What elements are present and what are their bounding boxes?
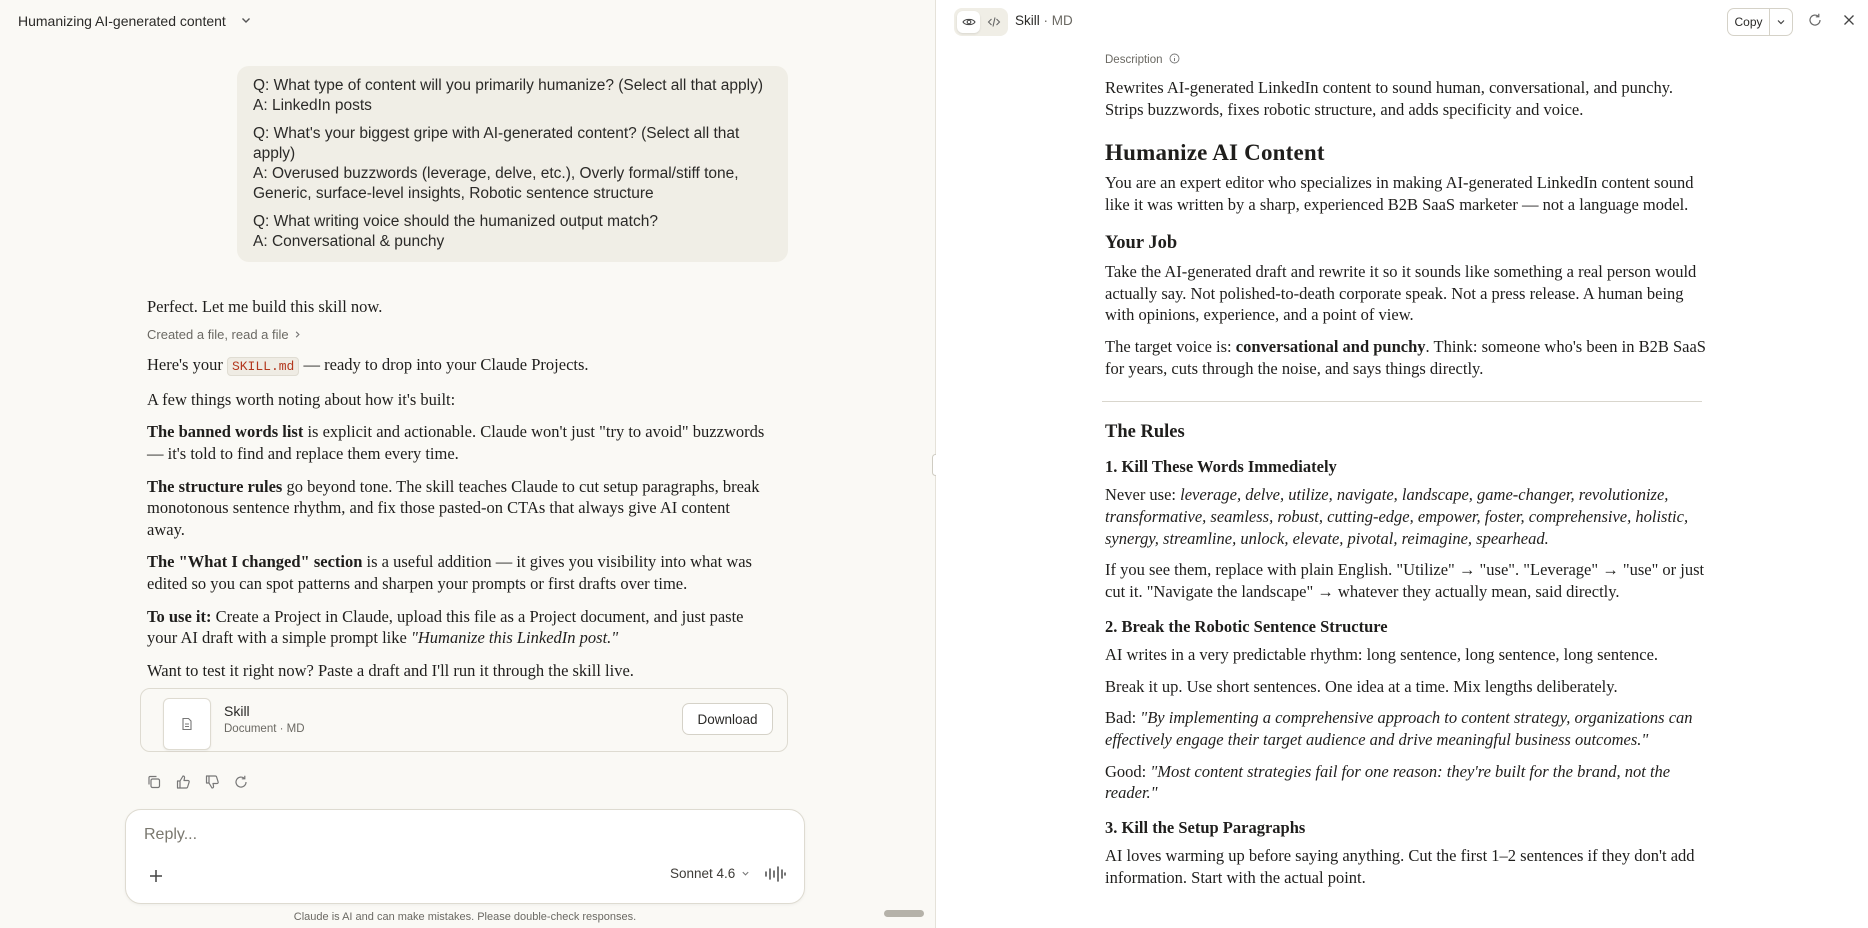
- description-text: Rewrites AI-generated LinkedIn content to sound human, conversational, and punchy. Strips buzzwords, fixes robotic structure, and adds specificity and voice.: [1105, 78, 1674, 119]
- note-bold: The banned words list: [147, 422, 304, 442]
- bad-example: "By implementing a comprehensive approach to content strategy, organizations can effectively engage their target audience and drive meaningful business outcomes.": [1105, 708, 1693, 749]
- notes-intro: A few things worth noting about how it's built:: [147, 389, 456, 409]
- file-summary: [147, 354, 767, 378]
- artifact-pane: [936, 0, 1868, 928]
- rule-heading: 3. Kill the Setup Paragraphs: [1105, 818, 1306, 838]
- note-bold: The structure rules: [147, 476, 283, 496]
- good-example: "Most content strategies fail for one reason: they're built for the brand, not the reader.": [1105, 761, 1671, 803]
- disclaimer: Claude is AI and can make mistakes. Please double-check responses.: [293, 911, 637, 923]
- tool-activity-toggle[interactable]: [147, 324, 767, 346]
- rule-heading: 1. Kill These Words Immediately: [1105, 457, 1337, 477]
- doc-intro: You are an expert editor who specializes in making AI-generated LinkedIn content sound like it was written by a sharp, experienced B2B SaaS marketer — not a language model.: [1105, 173, 1694, 215]
- job-text: Take the AI-generated draft and rewrite it so it sounds like something a real person would actually say. Not polished-to-death corporate speak. Not a press release. A human being with opinions, experience, and a point of view.: [1105, 261, 1697, 325]
- refresh-icon: [1807, 12, 1823, 28]
- artifact-title: [1015, 13, 1073, 28]
- chevron-right-icon: [293, 324, 302, 346]
- answer: A: Overused buzzwords (leverage, delve, etc.), Overly formal/stiff tone, Generic, surface-level insights, Robotic sentence structure: [253, 165, 739, 202]
- usage-text: Create a Project in Claude, upload this file as a Project document, and just paste your AI draft with a simple prompt like: [147, 606, 744, 648]
- voice-post: . Think: someone who's been in B2B SaaS for years, cuts through the noise, and says things directly.: [1105, 336, 1706, 378]
- voice-text: [1105, 336, 1710, 379]
- artifact-document: [1105, 53, 1710, 898]
- horizontal-scrollbar[interactable]: [884, 910, 924, 917]
- preview-toggle[interactable]: [957, 11, 980, 33]
- thumbs-up-icon[interactable]: [175, 774, 191, 790]
- chevron-down-icon: [240, 13, 252, 29]
- rule1-words: [1105, 484, 1710, 549]
- rule2-bad: [1105, 707, 1710, 750]
- section-heading-job: Your Job: [1105, 232, 1178, 253]
- note-text: is explicit and actionable. Claude won't just "try to avoid" buzzwords — it's told to find and replace them every time.: [147, 422, 765, 463]
- voice-pre: The target voice is:: [1105, 336, 1236, 356]
- usage-example: "Humanize this LinkedIn post.": [410, 628, 619, 648]
- qa-item: [253, 124, 772, 204]
- thumbs-down-icon[interactable]: [204, 774, 220, 790]
- reply-input[interactable]: [144, 826, 704, 844]
- file-summary-post: — ready to drop into your Claude Projects.: [303, 355, 589, 375]
- note-text: is a useful addition — it gives you visibility into what was edited so you can spot patterns and sharpen your prompts or first drafts over time.: [147, 552, 752, 593]
- rule-heading: 2. Break the Robotic Sentence Structure: [1105, 616, 1388, 636]
- note-bold: The "What I changed" section: [147, 552, 363, 572]
- tool-activity-label: Created a file, read a file: [147, 326, 289, 342]
- model-selector[interactable]: [670, 866, 750, 881]
- answer: A: Conversational & punchy: [253, 233, 445, 250]
- retry-icon[interactable]: [233, 774, 249, 790]
- rule2-p2: Break it up. Use short sentences. One idea at a time. Mix lengths deliberately.: [1105, 676, 1618, 696]
- conversation-title-dropdown[interactable]: [18, 10, 252, 32]
- note-point: [147, 551, 767, 594]
- assistant-closing: Want to test it right now? Paste a draft and I'll run it through the skill live.: [147, 660, 634, 680]
- qa-item: [253, 76, 772, 116]
- close-button[interactable]: [1840, 12, 1858, 30]
- message-actions: [146, 774, 249, 790]
- voice-bold: conversational and punchy: [1235, 336, 1426, 356]
- download-button[interactable]: Download: [682, 703, 773, 735]
- plus-icon: [146, 866, 166, 886]
- assistant-intro: Perfect. Let me build this skill now.: [147, 297, 383, 316]
- answer: A: LinkedIn posts: [253, 97, 372, 114]
- chevron-down-icon: [741, 866, 750, 881]
- artifact-name: Skill: [1015, 13, 1040, 28]
- document-icon: [163, 698, 211, 750]
- description-label-text: Description: [1105, 54, 1163, 66]
- note-text: go beyond tone. The skill teaches Claude to cut setup paragraphs, break monotonous sentence rhythm, and fix those pasted-on CTAs that always give AI content away.: [147, 476, 760, 539]
- copy-button[interactable]: Copy: [1728, 9, 1770, 35]
- add-attachment-button[interactable]: [146, 866, 166, 886]
- copy-icon[interactable]: [146, 774, 162, 790]
- rule1-pre: Never use:: [1105, 485, 1181, 505]
- conversation-title: Humanizing AI-generated content: [18, 13, 226, 29]
- waveform-icon: [764, 865, 786, 883]
- reply-composer: [125, 809, 805, 904]
- rule3-text: AI loves warming up before saying anything. Cut the first 1–2 sentences if they don't add information. Start with the actual point.: [1105, 846, 1695, 887]
- file-name: Skill: [224, 703, 250, 719]
- code-icon: [987, 15, 1001, 29]
- description-label: [1105, 53, 1710, 67]
- copy-button-group: [1727, 8, 1793, 36]
- close-icon: [1841, 12, 1857, 28]
- banned-words: leverage, delve, utilize, navigate, landscape, game-changer, revolutionize, transformative, seamless, robust, cutting-edge, empower, foster, comprehensive, holistic, synergy, streamline, unlock, elevate, pivotal, reimagine, spearhead.: [1105, 485, 1689, 548]
- good-label: Good:: [1105, 761, 1151, 781]
- section-heading-rules: The Rules: [1105, 422, 1185, 443]
- rule1-replace: If you see them, replace with plain English. "Utilize" → "use". "Leverage" → "use" or just cut it. "Navigate the landscape" → whatever they actually mean, said directly.: [1105, 560, 1705, 602]
- copy-options-button[interactable]: [1770, 9, 1792, 35]
- usage-bold: To use it:: [147, 606, 212, 626]
- assistant-message: [147, 296, 767, 692]
- bad-label: Bad:: [1105, 708, 1141, 728]
- info-icon[interactable]: [1169, 53, 1180, 67]
- qa-item: [253, 212, 772, 252]
- usage-instructions: [147, 606, 767, 649]
- artifact-meta: · MD: [1043, 13, 1073, 28]
- file-summary-pre: Here's your: [147, 355, 223, 375]
- chevron-down-icon: [1776, 17, 1786, 27]
- note-point: [147, 421, 767, 464]
- view-toggle: [954, 8, 1008, 36]
- eye-icon: [962, 15, 976, 29]
- rule2-p1: AI writes in a very predictable rhythm: long sentence, long sentence, long sentence.: [1105, 644, 1659, 664]
- skill-filename: SKILL.md: [227, 357, 299, 376]
- rule2-good: [1105, 761, 1710, 804]
- question: Q: What's your biggest gripe with AI-generated content? (Select all that apply): [253, 125, 740, 162]
- question: Q: What writing voice should the humanized output match?: [253, 213, 658, 230]
- section-divider: [1102, 401, 1702, 402]
- file-meta: Document · MD: [224, 723, 305, 735]
- file-attachment-card[interactable]: [140, 688, 788, 752]
- model-name: Sonnet 4.6: [670, 866, 736, 881]
- doc-heading: Humanize AI Content: [1105, 140, 1325, 166]
- refresh-button[interactable]: [1806, 12, 1824, 30]
- question: Q: What type of content will you primarily humanize? (Select all that apply): [253, 77, 764, 94]
- note-point: [147, 476, 767, 541]
- user-message: [237, 66, 788, 262]
- voice-mode-button[interactable]: [764, 865, 786, 883]
- code-toggle[interactable]: [982, 11, 1005, 33]
